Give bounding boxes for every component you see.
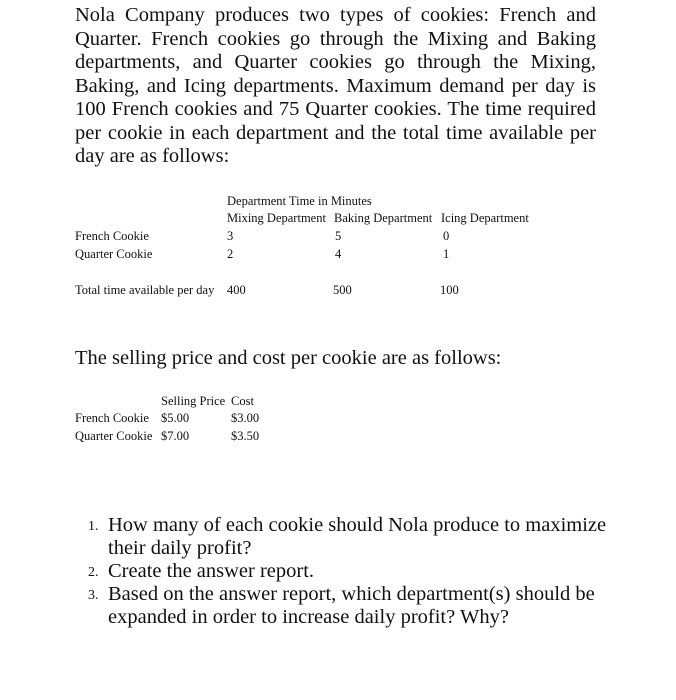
cell-french-mixing: 3 [227, 229, 234, 243]
row-label-quarter: Quarter Cookie [75, 247, 153, 261]
cell-french-selling-price: $5.00 [161, 411, 190, 425]
problem-intro: Nola Company produces two types of cookies: French and Quarter. French cookies go through the Mixing and Baking departments, and Quarter cookies go through the Mixing, Baking, and Icing departments. Maximum demand per day is 100 French cookies and 75 Quarter cookies. The time required per cookie in each department and the total time available per day are as follows: [75, 4, 596, 167]
column-header-mixing: Mixing Department [227, 211, 326, 225]
question-item [88, 560, 608, 583]
cell-total-baking: 500 [333, 283, 352, 297]
row-label-french-price: French Cookie [75, 411, 149, 425]
time-table-title: Department Time in Minutes [227, 194, 372, 208]
cell-french-cost: $3.00 [231, 411, 260, 425]
cell-quarter-mixing: 2 [227, 247, 234, 261]
question-text: How many of each cookie should Nola produce to maximize their daily profit? [108, 514, 607, 559]
row-label-total: Total time available per day [75, 283, 215, 297]
question-number: 1. [88, 519, 99, 534]
column-header-baking: Baking Department [334, 211, 433, 225]
column-header-cost: Cost [231, 394, 254, 408]
price-intro: The selling price and cost per cookie are as follows: [75, 347, 502, 369]
cell-french-icing: 0 [443, 229, 450, 243]
question-text: Create the answer report. [108, 560, 315, 582]
question-item [88, 583, 608, 629]
question-item [88, 514, 608, 560]
column-header-icing: Icing Department [441, 211, 529, 225]
question-text: Based on the answer report, which department(s) should be expanded in order to increase daily profit? Why? [108, 583, 595, 628]
cell-quarter-icing: 1 [443, 247, 450, 261]
question-number: 3. [88, 588, 99, 603]
question-list [88, 514, 608, 629]
row-label-quarter-price: Quarter Cookie [75, 429, 153, 443]
cell-quarter-baking: 4 [335, 247, 342, 261]
cell-quarter-selling-price: $7.00 [161, 429, 190, 443]
cell-total-mixing: 400 [227, 283, 246, 297]
question-number: 2. [88, 565, 99, 580]
column-header-selling-price: Selling Price [161, 394, 226, 408]
cell-quarter-cost: $3.50 [231, 429, 260, 443]
cell-french-baking: 5 [335, 229, 342, 243]
row-label-french: French Cookie [75, 229, 149, 243]
cell-total-icing: 100 [440, 283, 459, 297]
